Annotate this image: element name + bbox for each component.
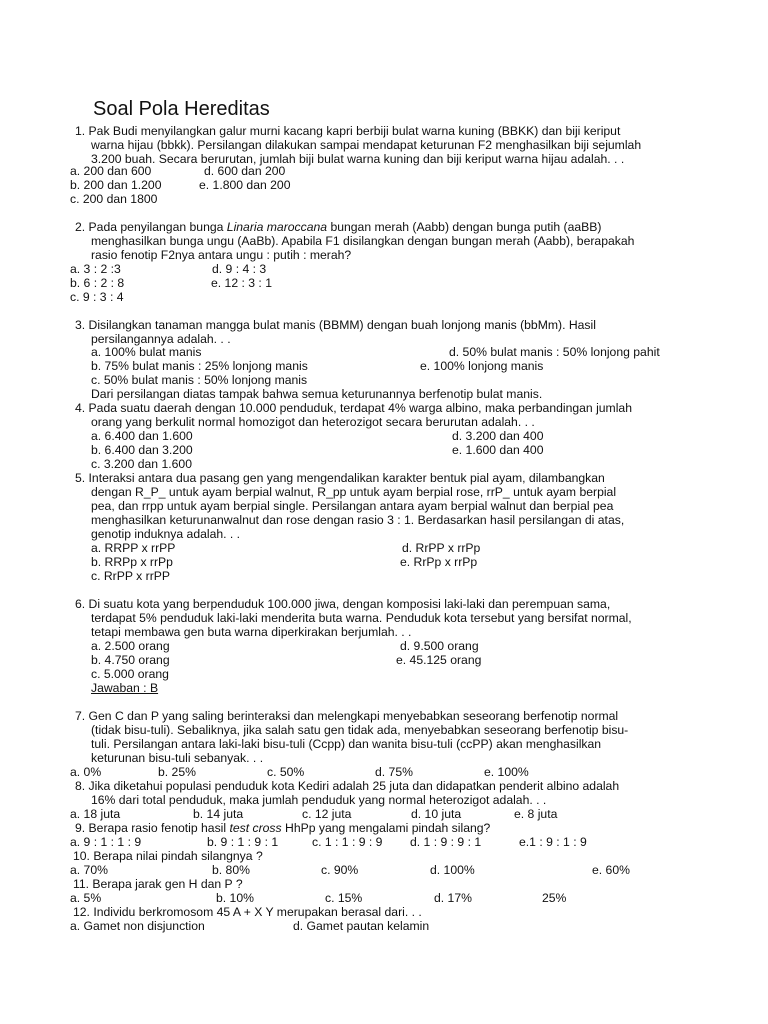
q8-option-d: d. 10 juta: [411, 807, 462, 821]
q2-text-line-1: [75, 220, 601, 234]
q11-option-d: d. 17%: [434, 891, 472, 905]
q3-text-line-2: persilangannya adalah. . .: [91, 332, 231, 346]
q1-text-line-3: 3.200 buah. Secara berurutan, jumlah biji bulat warna kuning dan biji keriput warna hijau adalah. . .: [91, 152, 625, 166]
q2-option-b: b. 6 : 2 : 8: [70, 276, 125, 290]
q5-text-line-1: 5. Interaksi antara dua pasang gen yang mengendalikan karakter bentuk pial ayam, dilambangkan: [75, 471, 605, 485]
q3-explanation: Dari persilangan diatas tampak bahwa semua keturunannya berfenotip bulat manis.: [91, 387, 543, 401]
q9-option-e: e.1 : 9 : 1 : 9: [519, 835, 587, 849]
q8-option-e: e. 8 juta: [514, 807, 558, 821]
q2-option-c: c. 9 : 3 : 4: [70, 290, 124, 304]
q7-text-line-1: 7. Gen C dan P yang saling berinteraksi dan melengkapi menyebabkan seseorang berfenotip normal: [75, 709, 619, 723]
q1-text-line-1: 1. Pak Budi menyilangkan galur murni kacang kapri berbiji bulat warna kuning (BBKK) dan biji keriput: [75, 124, 621, 138]
q5-option-a: a. RRPP x rrPP: [91, 541, 176, 555]
q7-option-c: c. 50%: [267, 765, 305, 779]
q7-option-a: a. 0%: [70, 765, 102, 779]
q5-text-line-3: pea, dan rrpp untuk ayam berpial single. Persilangan antara ayam berpial walnut dan berpial pea: [91, 499, 614, 513]
q6-text-line-3: tetapi membawa gen buta warna diperkirakan berjumlah. . .: [91, 625, 412, 639]
q6-option-e: e. 45.125 orang: [396, 653, 482, 667]
q11-option-b: b. 10%: [216, 891, 254, 905]
q10-option-c: c. 90%: [321, 863, 359, 877]
q10-option-b: b. 80%: [212, 863, 250, 877]
q6-option-b: b. 4.750 orang: [91, 653, 170, 667]
q2-text-line-3: rasio fenotip F2nya antara ungu : putih : merah?: [91, 248, 352, 262]
q4-option-e: e. 1.600 dan 400: [452, 443, 544, 457]
q1-option-b: b. 200 dan 1.200: [70, 178, 162, 192]
q10-text: 10. Berapa nilai pindah silangnya ?: [73, 849, 263, 863]
q5-option-e: e. RrPp x rrPp: [400, 555, 478, 569]
q8-option-b: b. 14 juta: [193, 807, 244, 821]
q3-option-e: e. 100% lonjong manis: [420, 359, 544, 373]
q9-italic-term: test cross: [229, 821, 282, 835]
q9-option-a: a. 9 : 1 : 1 : 9: [70, 835, 142, 849]
q7-option-d: d. 75%: [375, 765, 413, 779]
q5-text-line-2: dengan R_P_ untuk ayam berpial walnut, R_pp untuk ayam berpial rose, rrP_ untuk ayam berpial: [91, 485, 617, 499]
q6-option-d: d. 9.500 orang: [400, 639, 479, 653]
q12-option-d: d. Gamet pautan kelamin: [293, 919, 430, 933]
q11-text: 11. Berapa jarak gen H dan P ?: [73, 877, 243, 891]
q3-option-a: a. 100% bulat manis: [91, 345, 202, 359]
q6-answer: Jawaban : B: [91, 681, 159, 695]
q6-text-line-1: 6. Di suatu kota yang berpenduduk 100.000 jiwa, dengan komposisi laki-laki dan perempuan sama,: [75, 597, 611, 611]
q2-text-part: 2. Pada penyilangan bunga: [75, 220, 227, 234]
q7-text-line-2: (tidak bisu-tuli). Sebaliknya, jika salah satu gen tidak ada, menyebabkan seseorang berfenotip bisu-: [91, 723, 629, 737]
q2-option-e: e. 12 : 3 : 1: [211, 276, 272, 290]
q1-option-e: e. 1.800 dan 200: [199, 178, 291, 192]
q8-option-a: a. 18 juta: [70, 807, 121, 821]
q6-option-a: a. 2.500 orang: [91, 639, 170, 653]
q2-species-name: Linaria maroccana: [226, 220, 328, 234]
q2-text-part: bungan merah (Aabb) dengan bunga putih (aaBB): [327, 220, 602, 234]
q4-option-d: d. 3.200 dan 400: [452, 429, 544, 443]
q5-text-line-4: menghasilkan keturunanwalnut dan rose dengan rasio 3 : 1. Berdasarkan hasil persilangan di atas,: [91, 513, 625, 527]
q3-option-c: c. 50% bulat manis : 50% lonjong manis: [91, 373, 308, 387]
q4-option-b: b. 6.400 dan 3.200: [91, 443, 193, 457]
q4-text-line-1: 4. Pada suatu daerah dengan 10.000 penduduk, terdapat 4% warga albino, maka perbandingan jumlah: [75, 401, 632, 415]
q10-option-e: e. 60%: [592, 863, 630, 877]
q1-option-a: a. 200 dan 600: [70, 164, 152, 178]
q9-text-part: HhPp yang mengalami pindah silang?: [281, 821, 491, 835]
q8-text-line-2: 16% dari total penduduk, maka jumlah penduduk yang normal heterozigot adalah. . .: [91, 793, 547, 807]
q8-option-c: c. 12 juta: [302, 807, 352, 821]
q4-option-a: a. 6.400 dan 1.600: [91, 429, 193, 443]
q2-option-d: d. 9 : 4 : 3: [212, 262, 267, 276]
q4-option-c: c. 3.200 dan 1.600: [91, 457, 192, 471]
q2-option-a: a. 3 : 2 :3: [70, 262, 121, 276]
q5-option-b: b. RRPp x rrPp: [91, 555, 173, 569]
q11-option-a: a. 5%: [70, 891, 102, 905]
q1-option-d: d. 600 dan 200: [204, 164, 286, 178]
q3-option-d: d. 50% bulat manis : 50% lonjong pahit: [449, 345, 660, 359]
q5-option-c: c. RrPP x rrPP: [91, 569, 171, 583]
q9-option-b: b. 9 : 1 : 9 : 1: [207, 835, 279, 849]
q3-text-line-1: 3. Disilangkan tanaman mangga bulat manis (BBMM) dengan buah lonjong manis (bbMm). Hasil: [75, 318, 596, 332]
q11-option-c: c. 15%: [325, 891, 363, 905]
q5-option-d: d. RrPP x rrPp: [402, 541, 481, 555]
q9-option-d: d. 1 : 9 : 9 : 1: [410, 835, 482, 849]
q7-text-line-3: tuli. Persilangan antara laki-laki bisu-tuli (Ccpp) dan wanita bisu-tuli (ccPP) akan menghasilkan: [91, 737, 602, 751]
q11-option-e: 25%: [542, 891, 567, 905]
page-title: Soal Pola Hereditas: [93, 98, 270, 120]
q1-text-line-2: warna hijau (bbkk). Persilangan dilakukan sampai mendapat keturunan F2 menghasilkan biji sejumlah: [91, 138, 642, 152]
q12-option-a: a. Gamet non disjunction: [70, 919, 205, 933]
q12-text: 12. Individu berkromosom 45 A + X Y merupakan berasal dari. . .: [73, 905, 422, 919]
q8-text-line-1: 8. Jika diketahui populasi penduduk kota Kediri adalah 25 juta dan didapatkan penderit albino adalah: [75, 779, 620, 793]
q7-option-e: e. 100%: [484, 765, 529, 779]
q9-text-part: 9. Berapa rasio fenotip hasil: [75, 821, 230, 835]
q6-text-line-2: terdapat 5% penduduk laki-laki menderita buta warna. Penduduk kota tersebut yang bersifat normal,: [91, 611, 632, 625]
q7-option-b: b. 25%: [158, 765, 196, 779]
q7-text-line-4: keturunan bisu-tuli sebanyak. . .: [91, 751, 264, 765]
q10-option-d: d. 100%: [430, 863, 475, 877]
q9-text-line-1: [75, 821, 490, 835]
q6-option-c: c. 5.000 orang: [91, 667, 169, 681]
q9-option-c: c. 1 : 1 : 9 : 9: [312, 835, 383, 849]
q2-text-line-2: menghasilkan bunga ungu (AaBb). Apabila F1 disilangkan dengan bungan merah (Aabb), berapakah: [91, 234, 635, 248]
q10-option-a: a. 70%: [70, 863, 108, 877]
q4-text-line-2: orang yang berkulit normal homozigot dan heterozigot secara berurutan adalah. . .: [91, 415, 535, 429]
q3-option-b: b. 75% bulat manis : 25% lonjong manis: [91, 359, 308, 373]
q1-option-c: c. 200 dan 1800: [70, 192, 158, 206]
q5-text-line-5: genotip induknya adalah. . .: [91, 527, 241, 541]
